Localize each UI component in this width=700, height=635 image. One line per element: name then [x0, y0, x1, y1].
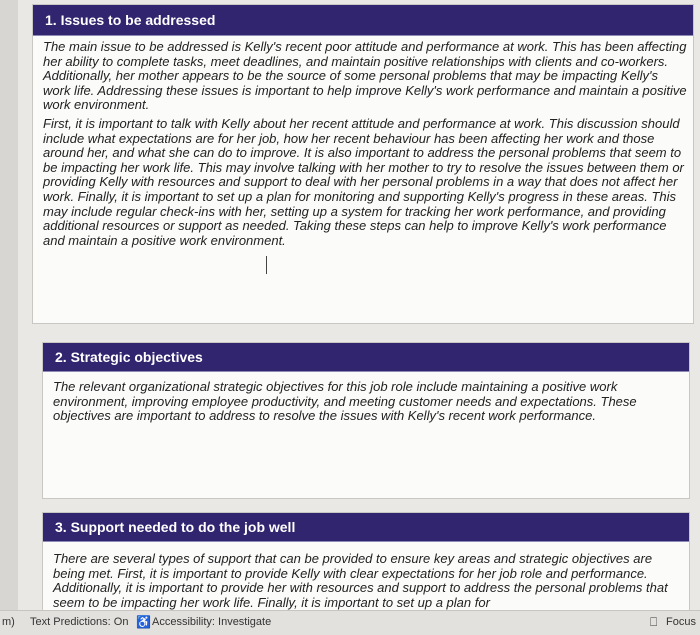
paragraph: The main issue to be addressed is Kelly's recent poor attitude and performance at work. This has been affecting her ability to complete tasks, meet deadlines, and maintain positive relationships with clients and co-workers. Additionally, her mother appears to be the source of some personal problems that may be impacting Kelly's work life. Addressing these issues is important to help improve Kelly's work performance and maintain a positive work environment.: [43, 39, 687, 113]
paragraph: The relevant organizational strategic objectives for this job role include maintaining a positive work environment, improving employee productivity, and meeting customer needs and expectations. These objectives are important to address to resolve the issues with Kelly's recent work performance.: [53, 379, 637, 424]
section-body[interactable]: [33, 36, 693, 248]
accessibility-icon: ♿: [136, 615, 151, 629]
status-fragment: m): [2, 616, 15, 628]
section-strategic-objectives: [42, 342, 690, 499]
text-cursor-icon: [266, 256, 267, 274]
text-predictions-status[interactable]: Text Predictions: On: [30, 616, 129, 628]
paragraph: First, it is important to talk with Kelly about her recent attitude and performance at work. This discussion should include what expectations are for her job, how her recent behaviour has been affecting her work and those around her, and what she can do to improve. It is also important to address the personal problems that seem to be impacting her work life. This may involve talking with her mother to try to resolve the issues between them or providing Kelly with resources and support to deal with her personal problems in a way that does not affect her work. Finally, it is important to set up a plan for monitoring and supporting Kelly's progress in these areas. This may include regular check-ins with her, setting up a system for tracking her work performance, and providing additional resources or support as needed. Taking these steps can help to improve Kelly's work performance and maintain a positive work environment.: [43, 115, 684, 248]
status-bar: [0, 610, 700, 635]
section-body[interactable]: [43, 372, 689, 424]
section-title: 3. Support needed to do the job well: [43, 513, 689, 542]
section-support-needed: [42, 512, 690, 610]
focus-button[interactable]: Focus: [666, 616, 696, 628]
section-issues: [32, 4, 694, 324]
accessibility-status[interactable]: Accessibility: Investigate: [152, 616, 272, 628]
section-body[interactable]: [43, 542, 689, 610]
paragraph: There are several types of support that can be provided to ensure key areas and strategic objectives are being met. First, it is important to provide Kelly with clear expectations for her job role and performance. Additionally, it is important to provide her with resources and support to address the personal problems that seem to be impacting her work life. Finally, it is important to set up a plan for: [53, 551, 668, 610]
document-page: [18, 0, 700, 610]
focus-icon[interactable]: ⎕: [650, 615, 658, 629]
section-title: 2. Strategic objectives: [43, 343, 689, 372]
section-title: 1. Issues to be addressed: [33, 5, 693, 36]
